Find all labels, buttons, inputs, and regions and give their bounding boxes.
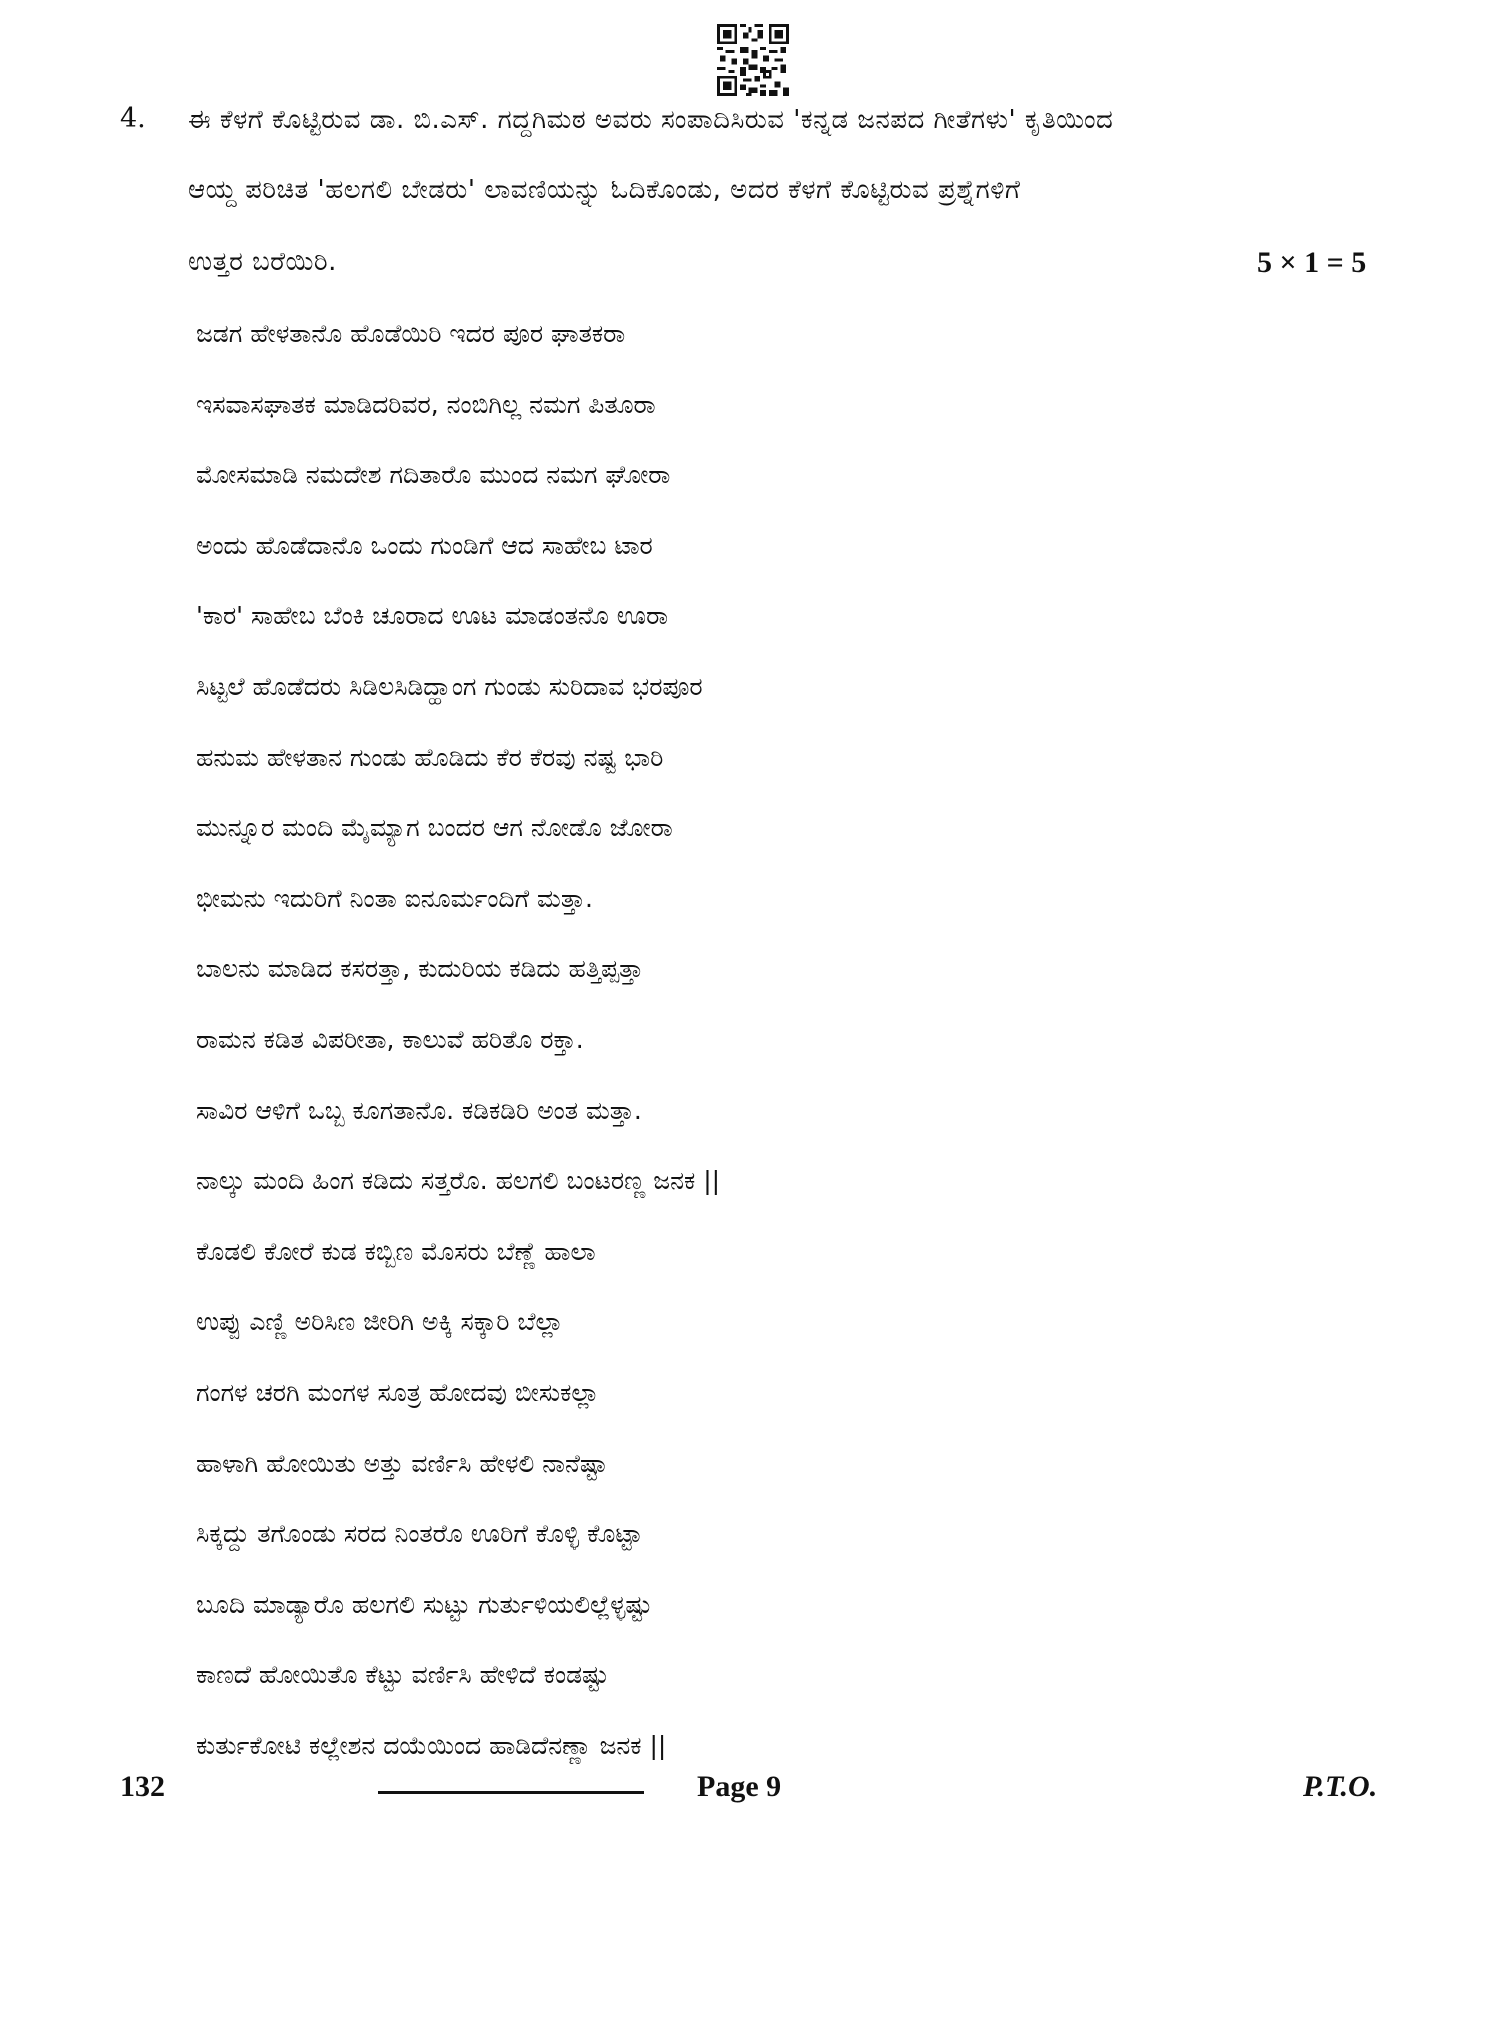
poem-passage xyxy=(196,314,720,1796)
poem-line: ಬೂದಿ ಮಾಡ್ಯಾರೊ ಹಲಗಲಿ ಸುಟ್ಟು ಗುರ್ತುಳಿಯಲಿಲ್ಲೆಳ್ಳಷ್ಟು xyxy=(196,1589,653,1619)
poem-line: ಕಾಣದೆ ಹೋಯಿತೊ ಕೆಟ್ಟು ವರ್ಣಿಸಿ ಹೇಳಿದೆ ಕಂಡಷ್ಟು xyxy=(196,1660,609,1690)
question-instruction-line-2: ಆಯ್ದ ಪರಿಚಿತ 'ಹಲಗಲಿ ಬೇಡರು' ಲಾವಣಿಯನ್ನು ಓದಿಕೊಂಡು, ಅದರ ಕೆಳಗೆ ಕೊಟ್ಟಿರುವ ಪ್ರಶ್ನೆಗಳಿಗೆ xyxy=(188,175,1021,205)
footer-divider xyxy=(378,1791,644,1794)
poem-line: ಗಂಗಳ ಚರಗಿ ಮಂಗಳ ಸೂತ್ರ ಹೋದವು ಬೀಸುಕಲ್ಲಾ xyxy=(196,1377,600,1407)
poem-line: ಉಪ್ಪು ಎಣ್ಣಿ ಅರಿಸಿಣ ಜೀರಿಗಿ ಅಕ್ಕಿ ಸಕ್ಕಾರಿ ಬೆಲ್ಲಾ xyxy=(196,1307,564,1337)
poem-line: ಕುರ್ತುಕೋಟಿ ಕಲ್ಲೇಶನ ದಯೆಯಿಂದ ಹಾಡಿದೆನಣ್ಣಾ ಜನಕ || xyxy=(196,1730,667,1760)
question-instruction-line-3: ಉತ್ತರ ಬರೆಯಿರಿ. xyxy=(188,247,337,277)
poem-line: ಅಂದು ಹೊಡೆದಾನೊ ಒಂದು ಗುಂಡಿಗೆ ಆದ ಸಾಹೇಬ ಟಾರ xyxy=(196,530,653,560)
qr-code-icon xyxy=(717,24,789,96)
poem-line: ಸಾವಿರ ಆಳಿಗೆ ಒಬ್ಬ ಕೂಗತಾನೊ. ಕಡಿಕಡಿರಿ ಅಂತ ಮತ್ತಾ. xyxy=(196,1095,642,1125)
please-turn-over: P.T.O. xyxy=(1303,1770,1378,1803)
poem-line: ಬಾಲನು ಮಾಡಿದ ಕಸರತ್ತಾ, ಕುದುರಿಯ ಕಡಿದು ಹತ್ತಿಪ್ಪತ್ತಾ xyxy=(196,954,644,984)
poem-line: ಮುನ್ನೂರ ಮಂದಿ ಮೈಮ್ಯಾಗ ಬಂದರ ಆಗ ನೋಡೊ ಜೋರಾ xyxy=(196,813,673,843)
poem-line: ಸಿಕ್ಕದ್ದು ತಗೊಂಡು ಸರದ ನಿಂತರೊ ಊರಿಗೆ ಕೊಳ್ಳಿ ಕೊಟ್ಟಾ xyxy=(196,1519,643,1549)
poem-line: ಮೋಸಮಾಡಿ ನಮದೇಶ ಗದಿತಾರೊ ಮುಂದ ನಮಗ ಘೋರಾ xyxy=(196,460,671,490)
poem-line: ಭೀಮನು ಇದುರಿಗೆ ನಿಂತಾ ಐನೂರ್ಮಂದಿಗೆ ಮತ್ತಾ. xyxy=(196,883,593,913)
paper-code: 132 xyxy=(120,1770,165,1803)
poem-line: ರಾಮನ ಕಡಿತ ವಿಪರೀತಾ, ಕಾಲುವೆ ಹರಿತೊ ರಕ್ತಾ. xyxy=(196,1024,584,1054)
page-number: Page 9 xyxy=(697,1770,782,1803)
question-instruction-line-1: ಈ ಕೆಳಗೆ ಕೊಟ್ಟಿರುವ ಡಾ. ಬಿ.ಎಸ್. ಗದ್ದಗಿಮಠ ಅವರು ಸಂಪಾದಿಸಿರುವ 'ಕನ್ನಡ ಜನಪದ ಗೀತೆಗಳು' ಕೃತಿಯಿಂದ xyxy=(188,105,1114,135)
question-number: 4. xyxy=(120,103,146,134)
poem-line: ನಾಲ್ಕು ಮಂದಿ ಹಿಂಗ ಕಡಿದು ಸತ್ತರೊ. ಹಲಗಲಿ ಬಂಟರಣ್ಣ ಜನಕ || xyxy=(196,1166,721,1196)
poem-line: ಸಿಟ್ಟಲೆ ಹೊಡೆದರು ಸಿಡಿಲಸಿಡಿದ್ಹಾಂಗ ಗುಂಡು ಸುರಿದಾವ ಭರಪೂರ xyxy=(196,671,703,701)
poem-line: ಕೊಡಲಿ ಕೋರೆ ಕುಡ ಕಬ್ಬಿಣ ಮೊಸರು ಬೆಣ್ಣೆ ಹಾಲಾ xyxy=(196,1236,596,1266)
poem-line: ಹನುಮ ಹೇಳತಾನ ಗುಂಡು ಹೊಡಿದು ಕೆರ ಕೆರವು ನಷ್ಟ ಭಾರಿ xyxy=(196,742,664,772)
poem-line: ಹಾಳಾಗಿ ಹೋಯಿತು ಅತ್ತು ವರ್ಣಿಸಿ ಹೇಳಲಿ ನಾನೆಷ್ಟಾ xyxy=(196,1448,608,1478)
poem-line: 'ಕಾರ' ಸಾಹೇಬ ಬೆಂಕಿ ಚೂರಾದ ಊಟ ಮಾಡಂತನೊ ಊರಾ xyxy=(196,601,669,631)
question-marks: 5 × 1 = 5 xyxy=(1257,246,1367,279)
poem-line: ಜಡಗ ಹೇಳತಾನೊ ಹೊಡೆಯಿರಿ ಇದರ ಪೂರ ಘಾತಕರಾ xyxy=(196,319,626,348)
poem-line: ಇಸವಾಸಘಾತಕ ಮಾಡಿದರಿವರ, ನಂಬಿಗಿಲ್ಲ ನಮಗ ಪಿತೂರಾ xyxy=(196,389,656,419)
